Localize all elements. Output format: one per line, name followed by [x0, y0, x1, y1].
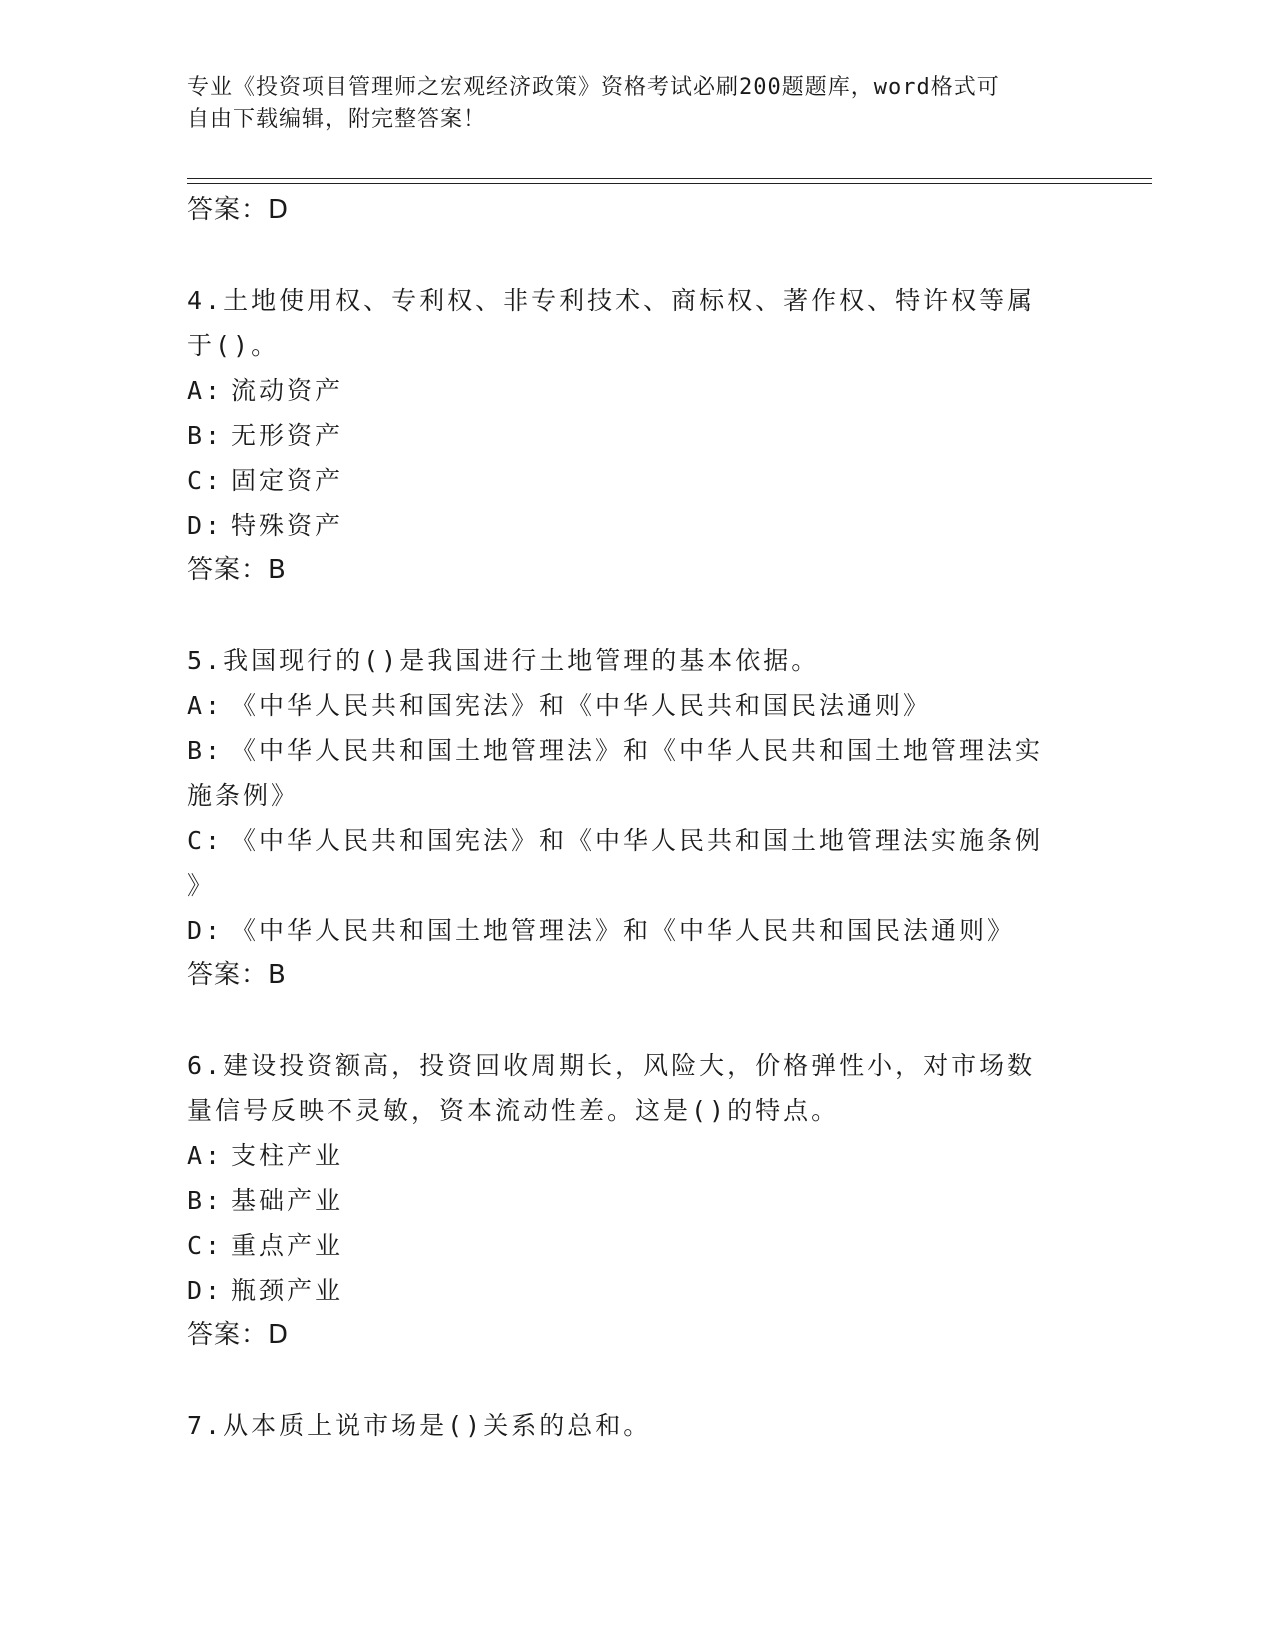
option-key: A:: [187, 691, 224, 720]
question-stem-line: 量信号反映不灵敏，资本流动性差。这是()的特点。: [187, 1096, 840, 1125]
answer-line: 答案：B: [187, 555, 287, 585]
option-text: 《中华人民共和国土地管理法》和《中华人民共和国土地管理法实: [231, 736, 1044, 765]
question-4: [187, 278, 1087, 592]
question-7: [187, 1403, 1087, 1448]
option-text: 固定资产: [231, 466, 344, 495]
option-key: A:: [187, 376, 224, 405]
option-d: [187, 503, 1087, 548]
option-d: [187, 908, 1087, 953]
document-header: [187, 72, 1067, 136]
option-c: [187, 1223, 1087, 1268]
option-text: 《中华人民共和国宪法》和《中华人民共和国土地管理法实施条例: [231, 826, 1044, 855]
option-text: 特殊资产: [231, 511, 344, 540]
option-c: [187, 818, 1087, 863]
option-a: [187, 1133, 1087, 1178]
option-key: B:: [187, 421, 224, 450]
option-key: B:: [187, 736, 224, 765]
option-key: D:: [187, 511, 224, 540]
question-5: [187, 638, 1087, 997]
option-text: 支柱产业: [231, 1141, 344, 1170]
header-divider-bottom: [187, 183, 1152, 184]
header-divider-top: [187, 178, 1152, 179]
option-text: 《中华人民共和国宪法》和《中华人民共和国民法通则》: [231, 691, 932, 720]
option-key: D:: [187, 1276, 224, 1305]
header-line-2: 自由下载编辑，附完整答案！: [187, 107, 487, 132]
option-text: 基础产业: [231, 1186, 344, 1215]
option-text: 流动资产: [231, 376, 344, 405]
option-c: [187, 458, 1087, 503]
document-body: [187, 186, 1087, 1448]
question-stem-line: 7.从本质上说市场是()关系的总和。: [187, 1411, 652, 1440]
option-c-continued: 》: [187, 871, 216, 900]
question-stem-line: 于()。: [187, 331, 280, 360]
header-line-1: 专业《投资项目管理师之宏观经济政策》资格考试必刷200题题库，word格式可: [187, 75, 1000, 100]
option-a: [187, 683, 1087, 728]
option-text: 瓶颈产业: [231, 1276, 344, 1305]
option-key: C:: [187, 1231, 224, 1260]
option-a: [187, 368, 1087, 413]
option-key: B:: [187, 1186, 224, 1215]
option-text: 无形资产: [231, 421, 344, 450]
question-stem-line: 6.建设投资额高，投资回收周期长，风险大，价格弹性小，对市场数: [187, 1051, 1036, 1080]
option-key: D:: [187, 916, 224, 945]
question-6: [187, 1043, 1087, 1357]
option-b: [187, 1178, 1087, 1223]
option-key: C:: [187, 466, 224, 495]
option-key: A:: [187, 1141, 224, 1170]
option-text: 重点产业: [231, 1231, 344, 1260]
answer-line: 答案：D: [187, 1320, 290, 1350]
option-b-continued: 施条例》: [187, 781, 300, 810]
answer-line: 答案：B: [187, 960, 287, 990]
option-d: [187, 1268, 1087, 1313]
question-stem-line: 5.我国现行的()是我国进行土地管理的基本依据。: [187, 646, 820, 675]
option-b: [187, 413, 1087, 458]
question-stem-line: 4.土地使用权、专利权、非专利技术、商标权、著作权、特许权等属: [187, 286, 1036, 315]
option-key: C:: [187, 826, 224, 855]
answer-line: 答案：D: [187, 195, 290, 225]
option-text: 《中华人民共和国土地管理法》和《中华人民共和国民法通则》: [231, 916, 1016, 945]
option-b: [187, 728, 1087, 773]
